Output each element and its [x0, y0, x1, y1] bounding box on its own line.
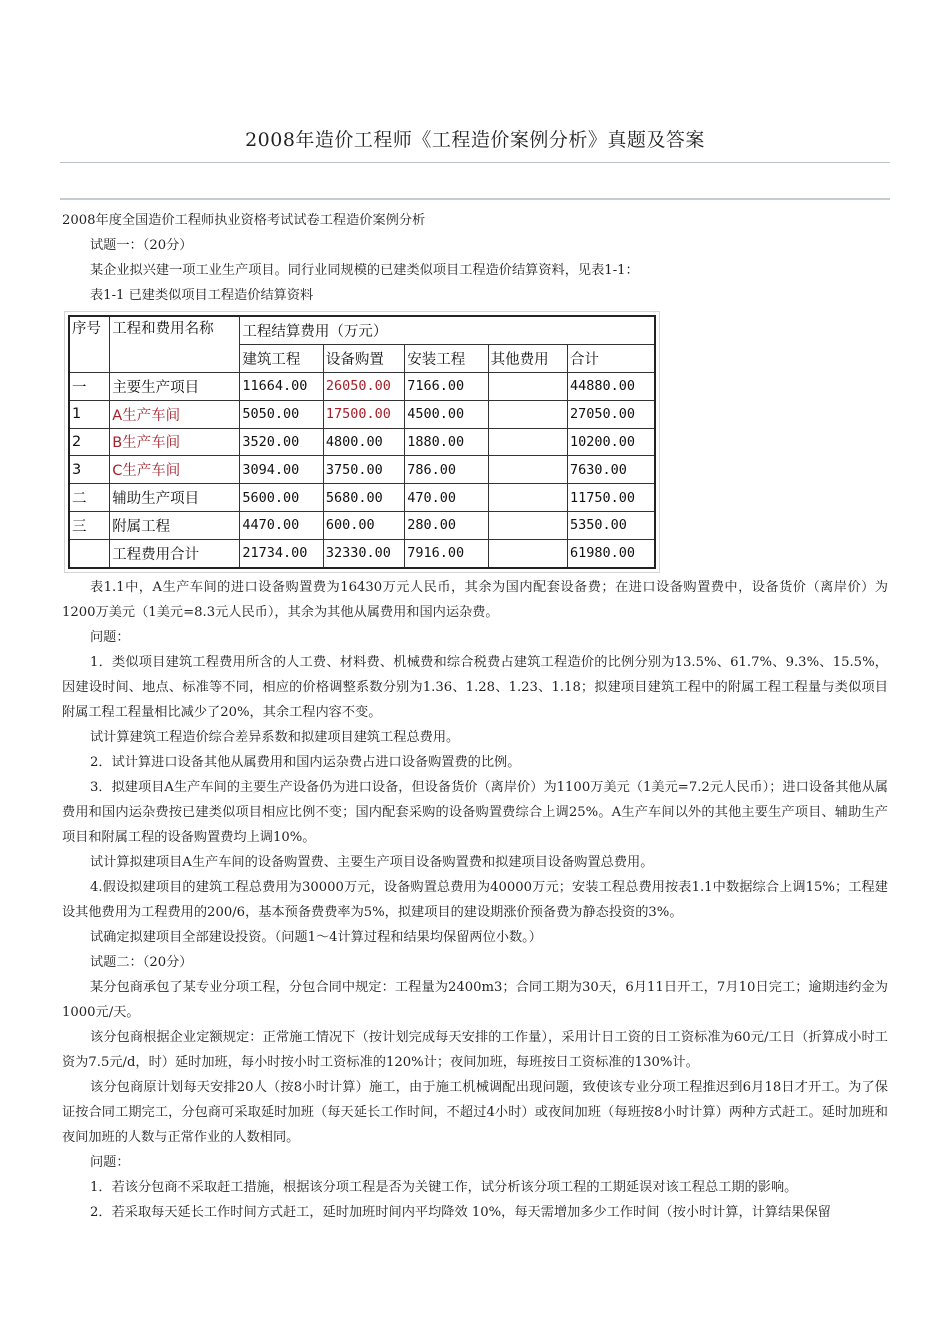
row-value — [488, 372, 567, 400]
row-value — [488, 512, 567, 540]
subheader-cell: 其他费用 — [488, 344, 567, 372]
q2-item-1: 1．若该分包商不采取赶工措施，根据该分项工程是否为关键工作，试分析该分项工程的工期延误对该工程总工期的影响。 — [90, 1180, 798, 1195]
row-value — [488, 484, 567, 512]
row-value: 600.00 — [323, 512, 404, 540]
row-name: 工程费用合计 — [110, 539, 240, 568]
row-value: 5680.00 — [323, 484, 404, 512]
row-name: 主要生产项目 — [110, 372, 240, 400]
row-seq: 2 — [69, 428, 110, 456]
table-row — [69, 400, 655, 428]
q2-item-2: 2．若采取每天延长工作时间方式赶工，延时加班时间内平均降效 10%，每天需增加多少工作时间（按小时计算，计算结果保留 — [90, 1205, 831, 1220]
q2-paragraph-3: 该分包商原计划每天安排20人（按8小时计算）施工，由于施工机械调配出现问题，致使该专业分项工程推迟到6月18日才开工。为了保证按合同工期完工，分包商可采取延时加班（每天延长工作时间，不超过4小时）或夜间加班（每班按8小时计算）两种方式赶工。延时加班和夜间加班的人数与正常作业的人数相同。 — [62, 1080, 888, 1145]
row-name: A生产车间 — [110, 400, 240, 428]
q1-intro: 某企业拟兴建一项工业生产项目。同行业同规模的已建类似项目工程造价结算资料，见表1-1： — [90, 263, 639, 278]
row-value: 5600.00 — [240, 484, 323, 512]
row-value: 11664.00 — [240, 372, 323, 400]
row-value: 3750.00 — [323, 456, 404, 484]
row-value — [488, 400, 567, 428]
page-title: 2008年造价工程师《工程造价案例分析》真题及答案 — [245, 129, 705, 151]
exam-heading: 2008年度全国造价工程师执业资格考试试卷工程造价案例分析 — [62, 213, 426, 228]
subheader-cell: 建筑工程 — [240, 344, 323, 372]
q2-questions-label: 问题： — [90, 1155, 130, 1170]
table-header-row — [69, 316, 655, 344]
row-value: 5350.00 — [567, 512, 655, 540]
q2-paragraph-2: 该分包商根据企业定额规定：正常施工情况下（按计划完成每天安排的工作量），采用计日工资的日工资标准为60元/工日（折算成小时工资为7.5元/d，时）延时加班，每小时按小时工资标准的120%计；夜间加班，每班按日工资标准的130%计。 — [62, 1030, 888, 1070]
row-name: 辅助生产项目 — [110, 484, 240, 512]
row-value: 7630.00 — [567, 456, 655, 484]
row-seq: 一 — [69, 372, 110, 400]
q1-header: 试题一：（20分） — [90, 238, 193, 253]
row-seq: 三 — [69, 512, 110, 540]
table-row — [69, 372, 655, 400]
row-value: 4500.00 — [405, 400, 488, 428]
row-value: 44880.00 — [567, 372, 655, 400]
q1-item-3: 3．拟建项目A生产车间的主要生产设备仍为进口设备，但设备货价（离岸价）为1100万美元（1美元=7.2元人民币）；进口设备其他从属费用和国内运杂费按已建类似项目相应比例不变；国内配套采购的设备购置费综合上调25%。A生产车间以外的其他主要生产项目、辅助生产项目和附属工程的设备购置费均上调10%。 — [62, 780, 888, 845]
row-seq: 3 — [69, 456, 110, 484]
q1-item-4: 4.假设拟建项目的建筑工程总费用为30000万元，设备购置总费用为40000万元；安装工程总费用按表1.1中数据综合上调15%；工程建设其他费用为工程费用的200/6，基本预备费费率为5%，拟建项目的建设期涨价预备费为静态投资的3%。 — [62, 880, 888, 920]
q2-header: 试题二：（20分） — [90, 955, 193, 970]
row-value: 4800.00 — [323, 428, 404, 456]
table-row — [69, 512, 655, 540]
row-value: 10200.00 — [567, 428, 655, 456]
table-row — [69, 428, 655, 456]
row-value — [488, 456, 567, 484]
row-seq: 二 — [69, 484, 110, 512]
row-value: 7916.00 — [405, 539, 488, 568]
row-value: 21734.00 — [240, 539, 323, 568]
row-value — [488, 428, 567, 456]
header-name: 工程和费用名称 — [110, 316, 240, 372]
q1-questions-label: 问题： — [90, 630, 130, 645]
row-value: 280.00 — [405, 512, 488, 540]
row-value: 27050.00 — [567, 400, 655, 428]
row-value: 61980.00 — [567, 539, 655, 568]
q1-item-1: 1．类似项目建筑工程费用所含的人工费、材料费、机械费和综合税费占建筑工程造价的比例分别为13.5%、61.7%、9.3%、15.5%，因建设时间、地点、标准等不同，相应的价格调整系数分别为1.36、1.28、1.23、1.18；拟建项目建筑工程中的附属工程工程量与类似项目附属工程工程量相比减少了20%，其余工程内容不变。 — [62, 655, 888, 720]
cost-table — [68, 315, 656, 569]
table-row — [69, 456, 655, 484]
table-row — [69, 539, 655, 568]
row-seq: 1 — [69, 400, 110, 428]
q1-note: 表1.1中，A生产车间的进口设备购置费为16430万元人民币，其余为国内配套设备费；在进口设备购置费中，设备货价（离岸价）为1200万美元（1美元=8.3元人民币），其余为其他从属费用和国内运杂费。 — [62, 580, 888, 620]
row-value: 4470.00 — [240, 512, 323, 540]
section-divider — [60, 198, 890, 200]
row-value: 470.00 — [405, 484, 488, 512]
header-group: 工程结算费用（万元） — [240, 316, 655, 344]
q1-item-4-ask: 试确定拟建项目全部建设投资。（问题1～4计算过程和结果均保留两位小数。） — [90, 930, 542, 945]
row-value: 1880.00 — [405, 428, 488, 456]
row-value — [488, 539, 567, 568]
title-divider — [60, 162, 890, 163]
row-value: 5050.00 — [240, 400, 323, 428]
row-value: 17500.00 — [323, 400, 404, 428]
q1-item-3-ask: 试计算拟建项目A生产车间的设备购置费、主要生产项目设备购置费和拟建项目设备购置总费用。 — [90, 855, 654, 870]
q1-item-1-ask: 试计算建筑工程造价综合差异系数和拟建项目建筑工程总费用。 — [90, 730, 460, 745]
row-value: 3094.00 — [240, 456, 323, 484]
row-value: 786.00 — [405, 456, 488, 484]
row-value: 26050.00 — [323, 372, 404, 400]
table-row — [69, 484, 655, 512]
subheader-cell: 合计 — [567, 344, 655, 372]
row-seq — [69, 539, 110, 568]
document-body — [62, 208, 888, 1225]
q2-paragraph-1: 某分包商承包了某专业分项工程，分包合同中规定：工程量为2400m3；合同工期为30天，6月11日开工，7月10日完工；逾期违约金为1000元/天。 — [62, 980, 888, 1020]
row-value: 11750.00 — [567, 484, 655, 512]
subheader-cell: 设备购置 — [323, 344, 404, 372]
row-name: 附属工程 — [110, 512, 240, 540]
row-name: B生产车间 — [110, 428, 240, 456]
row-value: 32330.00 — [323, 539, 404, 568]
q1-item-2: 2．试计算进口设备其他从属费用和国内运杂费占进口设备购置费的比例。 — [90, 755, 521, 770]
table-caption: 表1-1 已建类似项目工程造价结算资料 — [90, 288, 314, 303]
table-image-frame — [64, 311, 660, 573]
row-value: 3520.00 — [240, 428, 323, 456]
header-seq: 序号 — [69, 316, 110, 372]
subheader-cell: 安装工程 — [405, 344, 488, 372]
row-name: C生产车间 — [110, 456, 240, 484]
row-value: 7166.00 — [405, 372, 488, 400]
